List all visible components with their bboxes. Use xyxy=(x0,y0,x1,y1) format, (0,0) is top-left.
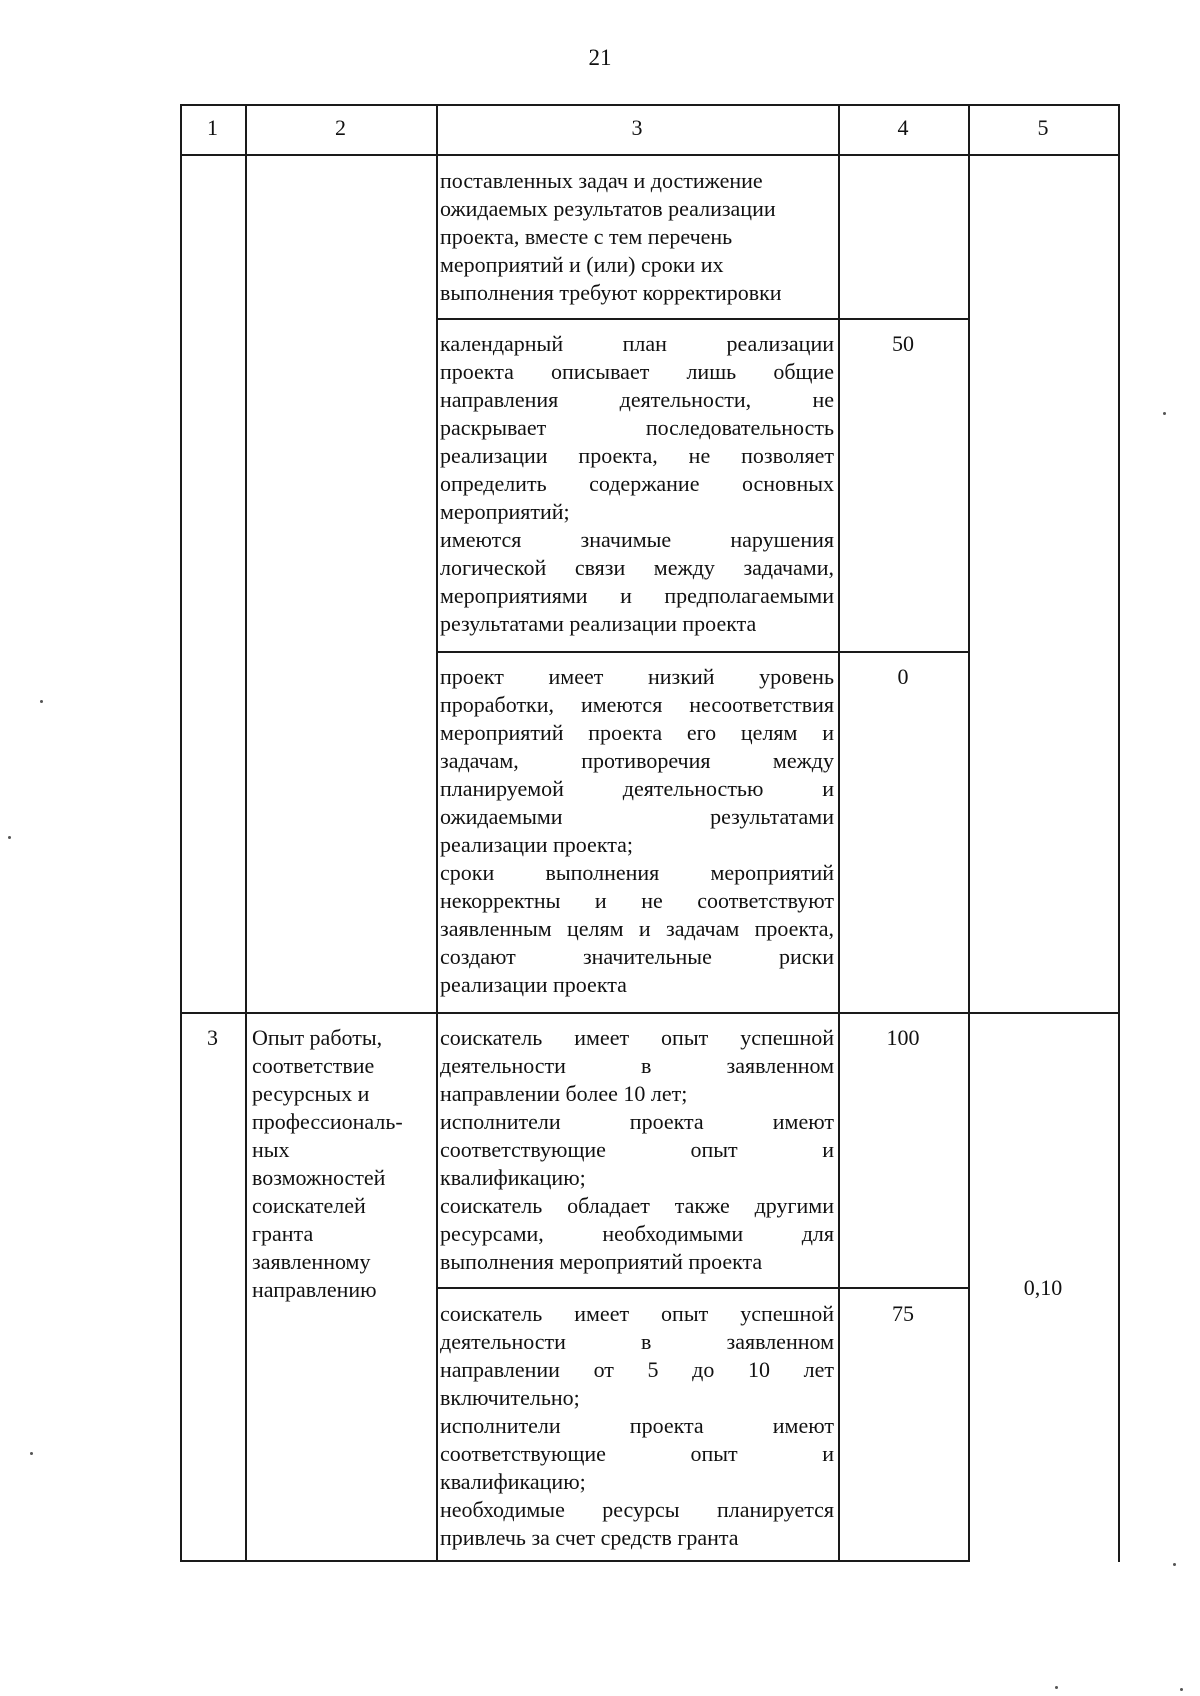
text-line: исполнители проекта имеют xyxy=(440,1109,834,1134)
table-border xyxy=(1118,104,1120,1562)
table-border xyxy=(180,1560,970,1562)
text-line: ных xyxy=(252,1137,290,1162)
criterion-description xyxy=(440,330,834,638)
text-line: мероприятий и (или) сроки их xyxy=(440,252,724,277)
scan-speck xyxy=(1055,1686,1058,1689)
text-line: поставленных задач и достижение xyxy=(440,168,763,193)
text-line: квалификацию; xyxy=(440,1165,586,1190)
text-line: ожидаемыми результатами xyxy=(440,804,834,829)
table-border xyxy=(180,154,1120,156)
score-value: 50 xyxy=(892,331,914,356)
text-line: заявленным целям и задачам проекта, xyxy=(440,916,834,941)
text-line: реализации проекта, не позволяет xyxy=(440,443,834,468)
text-line: планируемой деятельностью и xyxy=(440,776,834,801)
table-border xyxy=(245,104,247,1562)
text-line: соискателей xyxy=(252,1193,366,1218)
criterion-description xyxy=(440,167,834,307)
table-border xyxy=(180,104,182,1562)
criterion-description xyxy=(440,1024,834,1276)
score-value: 100 xyxy=(886,1025,920,1050)
text-line: привлечь за счет средств гранта xyxy=(440,1525,739,1550)
scan-speck xyxy=(30,1452,33,1455)
text-line: проекта, вместе с тем перечень xyxy=(440,224,733,249)
criterion-description xyxy=(440,1300,834,1552)
text-line: направления деятельности, не xyxy=(440,387,834,412)
text-line: ресурсами, необходимыми для xyxy=(440,1221,834,1246)
table-border xyxy=(838,104,840,1562)
text-line: возможностей xyxy=(252,1165,386,1190)
text-line: Опыт работы, xyxy=(252,1025,383,1050)
weight-value: 0,10 xyxy=(1023,1275,1063,1300)
header-col-2: 2 xyxy=(335,115,346,140)
text-line: выполнения требуют корректировки xyxy=(440,280,782,305)
text-line: соответствие xyxy=(252,1053,375,1078)
table-border xyxy=(436,318,969,320)
text-line: деятельности в заявленном xyxy=(440,1053,834,1078)
header-col-5: 5 xyxy=(1037,115,1049,140)
text-line: соискатель обладает также другими xyxy=(440,1193,834,1218)
scan-speck xyxy=(1180,1688,1183,1691)
text-line: мероприятий проекта его целям и xyxy=(440,720,834,745)
text-line: выполнения мероприятий проекта xyxy=(440,1249,763,1274)
header-col-4: 4 xyxy=(897,115,909,140)
text-line: ресурсных и xyxy=(252,1081,370,1106)
text-line: включительно; xyxy=(440,1385,580,1410)
text-line: соответствующие опыт и xyxy=(440,1137,834,1162)
row-number: 3 xyxy=(207,1025,218,1050)
text-line: соискатель имеет опыт успешной xyxy=(440,1025,834,1050)
text-line: проработки, имеются несоответствия xyxy=(440,692,834,717)
text-line: квалификацию; xyxy=(440,1469,586,1494)
text-line: направлении более 10 лет; xyxy=(440,1081,688,1106)
text-line: результатами реализации проекта xyxy=(440,611,757,636)
scan-speck xyxy=(8,836,11,839)
table-border xyxy=(436,104,438,1562)
text-line: соискатель имеет опыт успешной xyxy=(440,1301,834,1326)
text-line: некорректны и не соответствуют xyxy=(440,888,834,913)
header-col-3: 3 xyxy=(631,115,643,140)
text-line: ожидаемых результатов реализации xyxy=(440,196,776,221)
table-border xyxy=(180,104,1120,106)
score-value: 75 xyxy=(892,1301,914,1326)
text-line: имеются значимые нарушения xyxy=(440,527,834,552)
text-line: гранта xyxy=(252,1221,314,1246)
text-line: проект имеет низкий уровень xyxy=(440,664,834,689)
score-value: 0 xyxy=(897,664,909,689)
text-line: направлению xyxy=(252,1277,377,1302)
text-line: профессиональ- xyxy=(252,1109,403,1134)
table-border xyxy=(436,1287,969,1289)
scan-speck xyxy=(40,700,43,703)
text-line: сроки выполнения мероприятий xyxy=(440,860,834,885)
criterion-name xyxy=(252,1024,432,1304)
text-line: реализации проекта; xyxy=(440,832,633,857)
text-line: календарный план реализации xyxy=(440,331,834,356)
scan-speck xyxy=(1173,1563,1176,1566)
scan-speck xyxy=(1163,412,1166,415)
table-border xyxy=(968,104,970,1562)
text-line: заявленному xyxy=(252,1249,371,1274)
text-line: задачам, противоречия между xyxy=(440,748,834,773)
text-line: определить содержание основных xyxy=(440,471,834,496)
criterion-description xyxy=(440,663,834,999)
table-border xyxy=(180,1012,1120,1014)
text-line: раскрывает последовательность xyxy=(440,415,834,440)
table-border xyxy=(436,651,969,653)
text-line: направлении от 5 до 10 лет xyxy=(440,1357,834,1382)
text-line: логической связи между задачами, xyxy=(440,555,834,580)
text-line: мероприятий; xyxy=(440,499,570,524)
text-line: мероприятиями и предполагаемыми xyxy=(440,583,834,608)
text-line: исполнители проекта имеют xyxy=(440,1413,834,1438)
text-line: создают значительные риски xyxy=(440,944,834,969)
text-line: соответствующие опыт и xyxy=(440,1441,834,1466)
text-line: реализации проекта xyxy=(440,972,627,997)
text-line: проекта описывает лишь общие xyxy=(440,359,834,384)
text-line: деятельности в заявленном xyxy=(440,1329,834,1354)
header-col-1: 1 xyxy=(207,115,218,140)
page-number: 21 xyxy=(588,45,612,70)
text-line: необходимые ресурсы планируется xyxy=(440,1497,834,1522)
